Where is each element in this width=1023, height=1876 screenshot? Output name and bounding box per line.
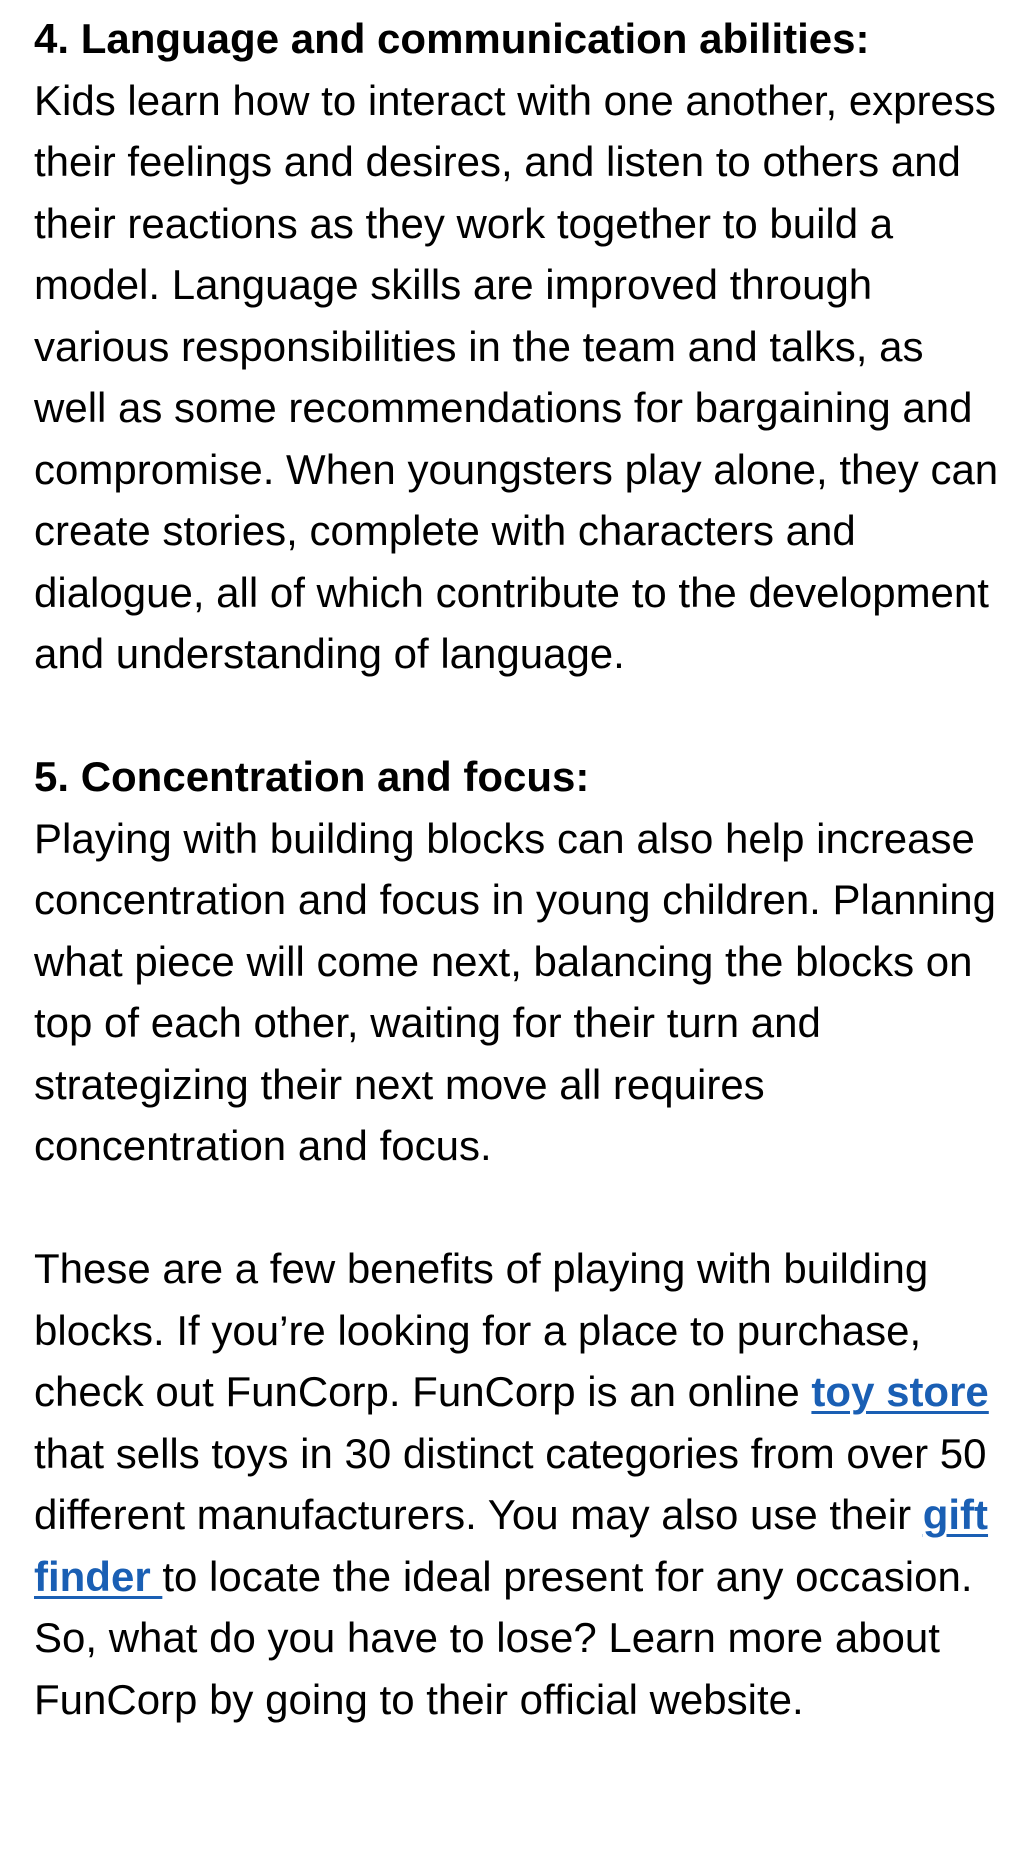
section-5-paragraph: Playing with building blocks can also help increase concentration and focus in young children. Planning what piece will come next, balancing the blocks on top of each other, waiting for their turn and strategizing their next move all requires concentration and focus. — [34, 814, 996, 1169]
section-4-heading: 4. Language and communication abilities: — [34, 15, 870, 62]
section-5-heading: 5. Concentration and focus: — [34, 753, 590, 800]
paragraph-spacer — [34, 1177, 999, 1239]
conclusion-paragraph — [34, 1238, 999, 1730]
conclusion-text-3: to locate the ideal present for any occasion. So, what do you have to lose? Learn more about FunCorp by going to their official website. — [34, 1552, 973, 1723]
paragraph-spacer — [34, 685, 999, 747]
section-4-paragraph: Kids learn how to interact with one another, express their feelings and desires, and listen to others and their reactions as they work together to build a model. Language skills are improved through various responsibilities in the team and talks, as well as some recommendations for bargaining and compromise. When youngsters play alone, they can create stories, complete with characters and dialogue, all of which contribute to the development and understanding of language. — [34, 76, 999, 677]
toy-store-link[interactable]: toy store — [811, 1368, 989, 1415]
gift-finder-link[interactable]: gift finder — [34, 1491, 989, 1600]
article-body — [34, 8, 999, 1730]
conclusion-text-2: that sells toys in 30 distinct categories from over 50 different manufacturers. You may also use their — [34, 1429, 987, 1538]
conclusion-text-1: These are a few benefits of playing with building blocks. If you’re looking for a place to purchase, check out FunCorp. FunCorp is an online — [34, 1245, 929, 1415]
